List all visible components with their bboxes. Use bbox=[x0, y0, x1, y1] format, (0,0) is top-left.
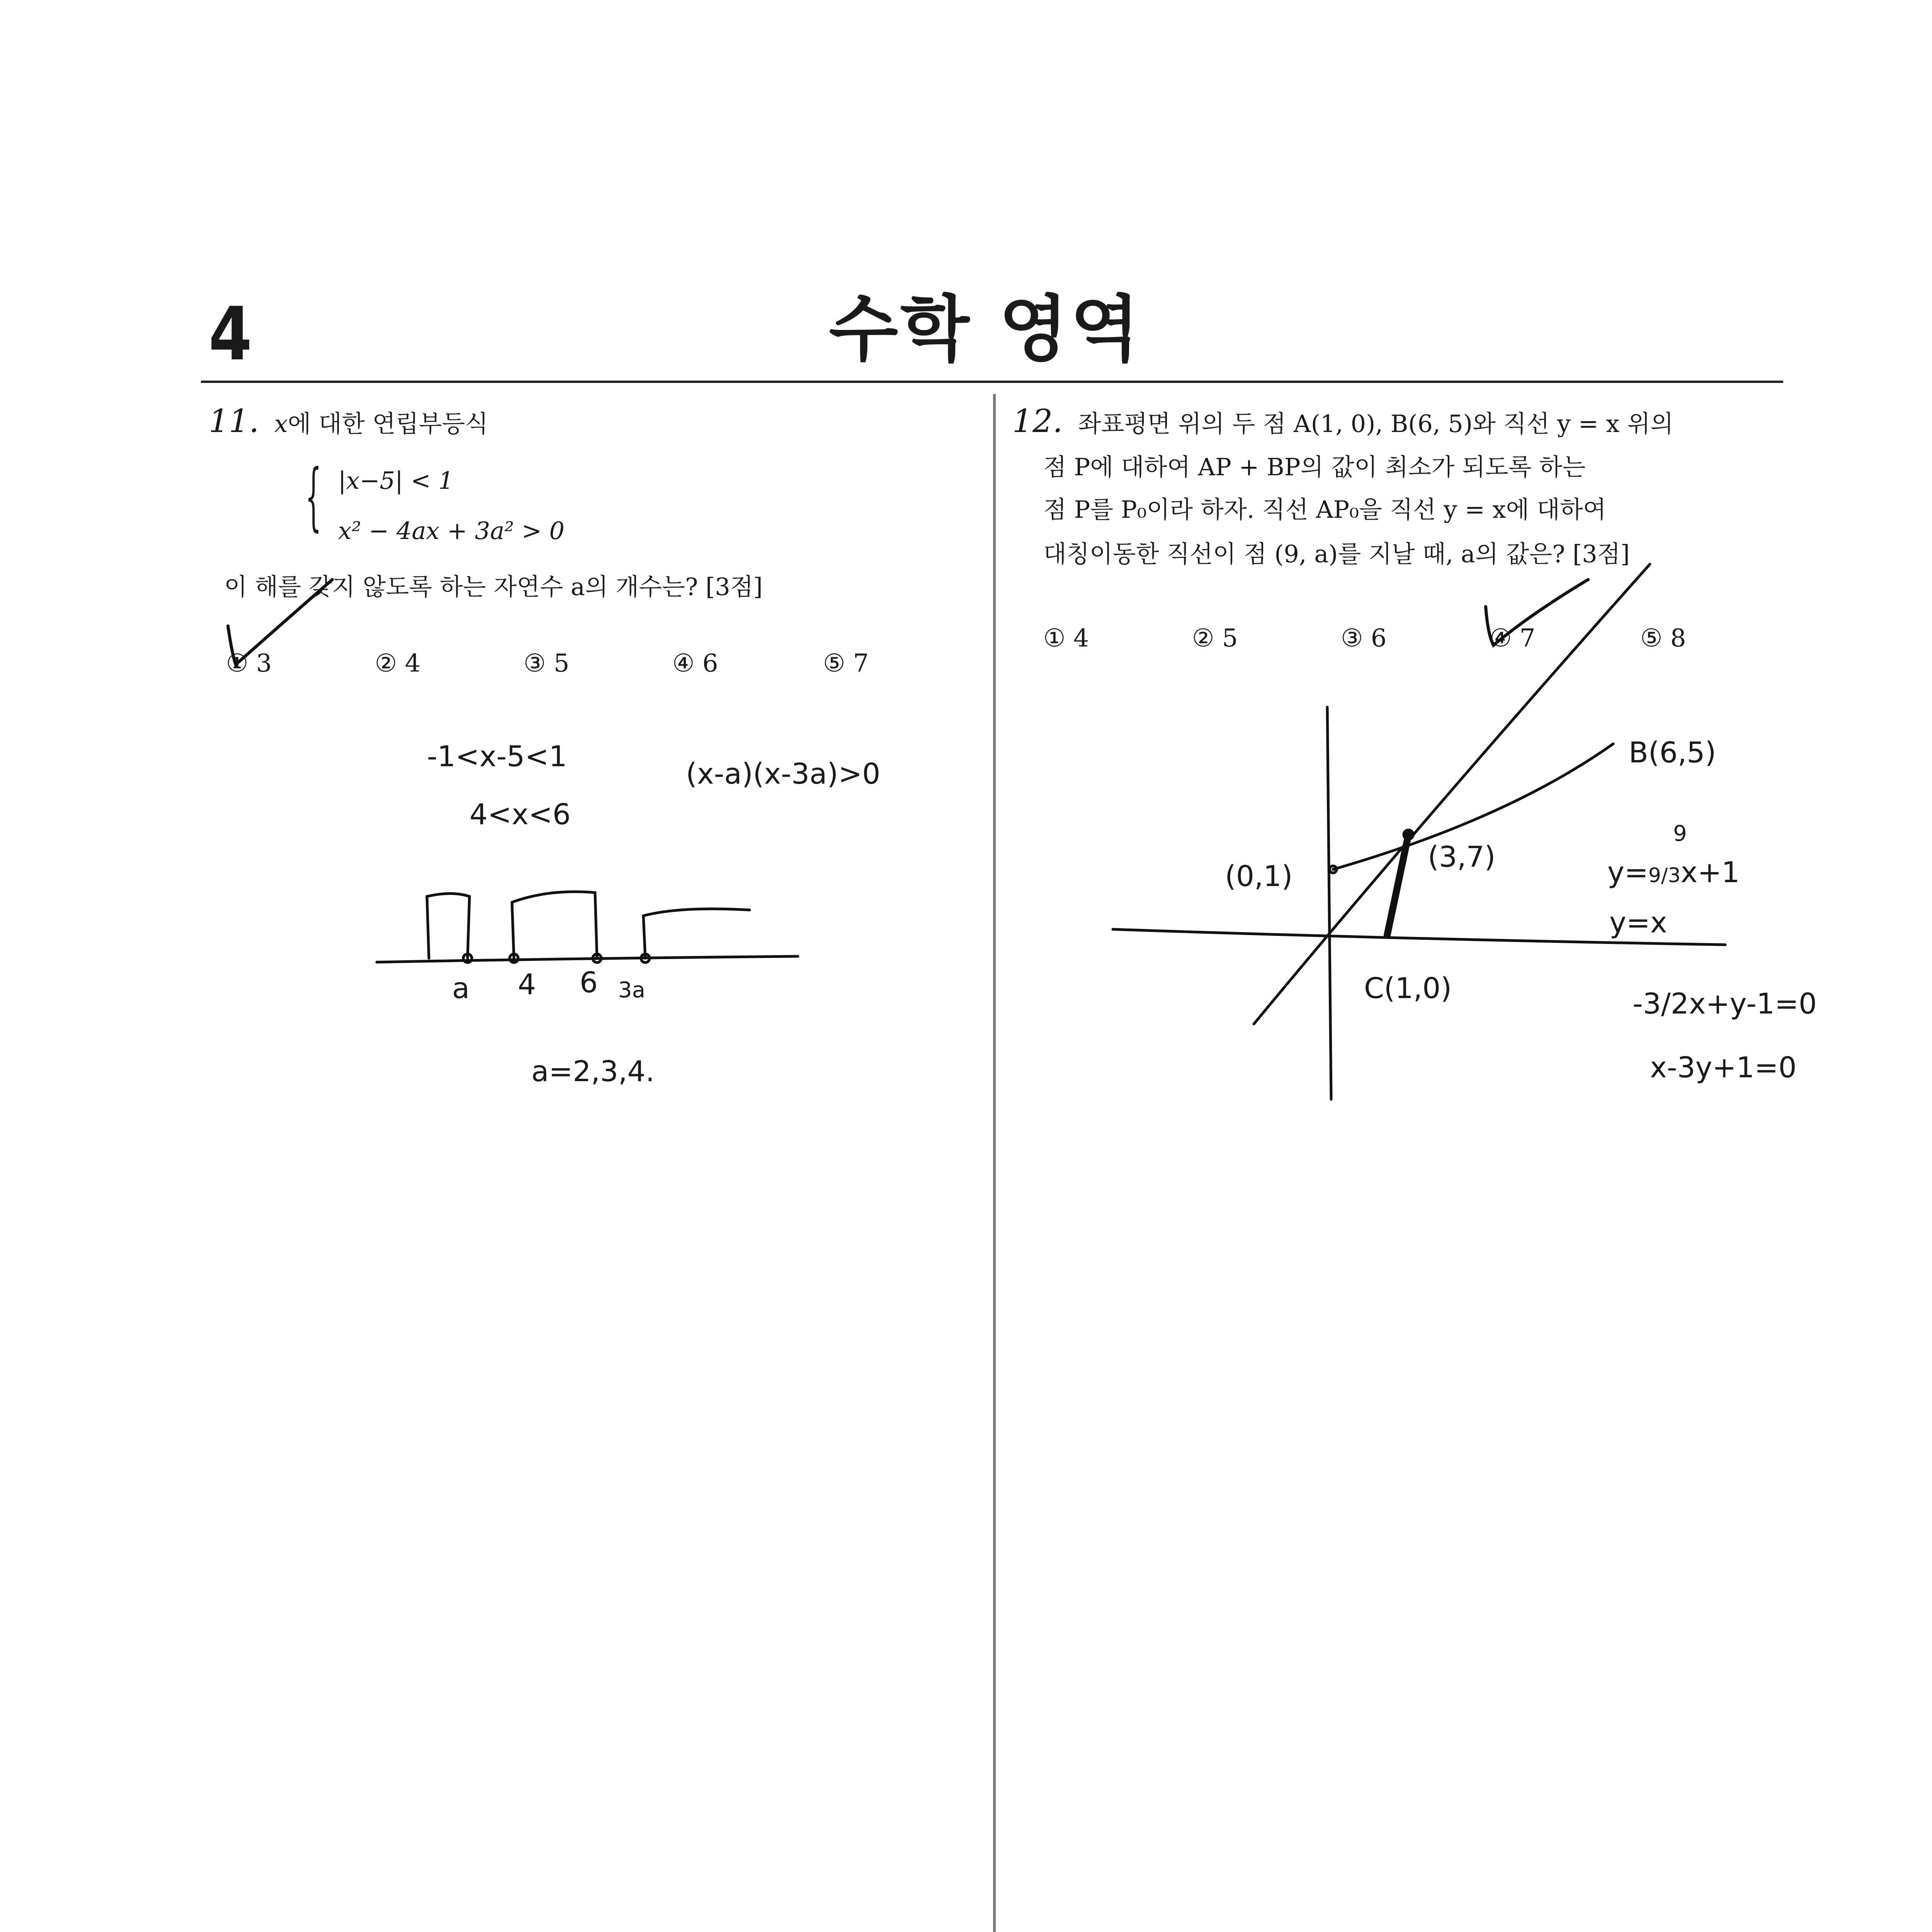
q12-choice-4[interactable]: ④ 7 bbox=[1490, 624, 1536, 653]
hw-ineq2: 4<x<6 bbox=[469, 798, 571, 831]
q11-number-line-sketch bbox=[377, 892, 798, 963]
y-axis bbox=[1327, 707, 1331, 1099]
line-y-equals-x bbox=[1254, 564, 1650, 1024]
hw-point-37: (3,7) bbox=[1428, 840, 1496, 874]
hw-point-B: B(6,5) bbox=[1629, 736, 1716, 769]
q11-brace: { bbox=[305, 454, 322, 539]
q11-choice-2[interactable]: ② 4 bbox=[375, 649, 421, 678]
q11-question: 이 해를 갖지 않도록 하는 자연수 a의 개수는? [3점] bbox=[224, 573, 763, 601]
q11-number: 11. bbox=[209, 403, 259, 440]
q11-stem-var: x bbox=[274, 410, 288, 438]
q11-system-line2: x² − 4ax + 3a² > 0 bbox=[338, 517, 565, 545]
q12-choice-5[interactable]: ⑤ 8 bbox=[1640, 624, 1686, 653]
hw-eq4: x-3y+1=0 bbox=[1650, 1051, 1797, 1084]
q12-choice-1[interactable]: ① 4 bbox=[1043, 624, 1089, 653]
hw-label-4: 4 bbox=[518, 968, 536, 1001]
hw-point-01: (0,1) bbox=[1225, 860, 1293, 893]
hw-factor: (x-a)(x-3a)>0 bbox=[686, 757, 881, 791]
q11-choice-5[interactable]: ⑤ 7 bbox=[823, 649, 869, 678]
hw-ineq1: -1<x-5<1 bbox=[427, 740, 567, 773]
hw-eq1-rest: x+1 bbox=[1680, 856, 1740, 889]
q12-choice-3[interactable]: ③ 6 bbox=[1341, 624, 1387, 653]
q11-choice-3[interactable]: ③ 5 bbox=[524, 649, 570, 678]
hw-eq1-lhs: y= bbox=[1607, 856, 1648, 889]
q12-line2: 점 P에 대하여 AP + BP의 값이 최소가 되도록 하는 bbox=[1043, 453, 1586, 481]
q12-number: 12. bbox=[1012, 403, 1063, 440]
subject-title: 수학 영역 bbox=[829, 287, 1142, 371]
q11-stem-text: 에 대한 연립부등식 bbox=[287, 410, 488, 438]
q12-choice-2[interactable]: ② 5 bbox=[1192, 624, 1238, 653]
hw-eq1 bbox=[1607, 856, 1740, 889]
hw-eq2: y=x bbox=[1609, 906, 1667, 939]
q11-choice-4[interactable]: ④ 6 bbox=[672, 649, 718, 678]
hw-point-C: C(1,0) bbox=[1364, 972, 1452, 1005]
q12-checkmark bbox=[1486, 580, 1588, 645]
hw-eq3: -3/2x+y-1=0 bbox=[1633, 987, 1817, 1020]
page-number: 4 bbox=[209, 291, 252, 377]
q11-choice-1[interactable]: ① 3 bbox=[226, 649, 272, 678]
hw-label-6: 6 bbox=[580, 966, 598, 999]
q11-checkmark bbox=[228, 580, 332, 665]
q11-system-line1: |x−5| < 1 bbox=[338, 466, 454, 495]
hw-label-3a: 3a bbox=[618, 978, 645, 1003]
q12-line3: 점 P를 P₀이라 하자. 직선 AP₀을 직선 y = x에 대하여 bbox=[1043, 495, 1606, 524]
q12-line1: 좌표평면 위의 두 점 A(1, 0), B(6, 5)와 직선 y = x 위의 bbox=[1078, 410, 1673, 438]
hw-answer: a=2,3,4. bbox=[531, 1055, 655, 1088]
hw-eq1-frac: 9/3 bbox=[1648, 864, 1681, 887]
q12-line4: 대칭이동한 직선이 점 (9, a)를 지날 때, a의 값은? [3점] bbox=[1043, 540, 1630, 568]
hw-fraction-note: 9 bbox=[1673, 821, 1687, 846]
hw-label-a: a bbox=[452, 972, 470, 1005]
